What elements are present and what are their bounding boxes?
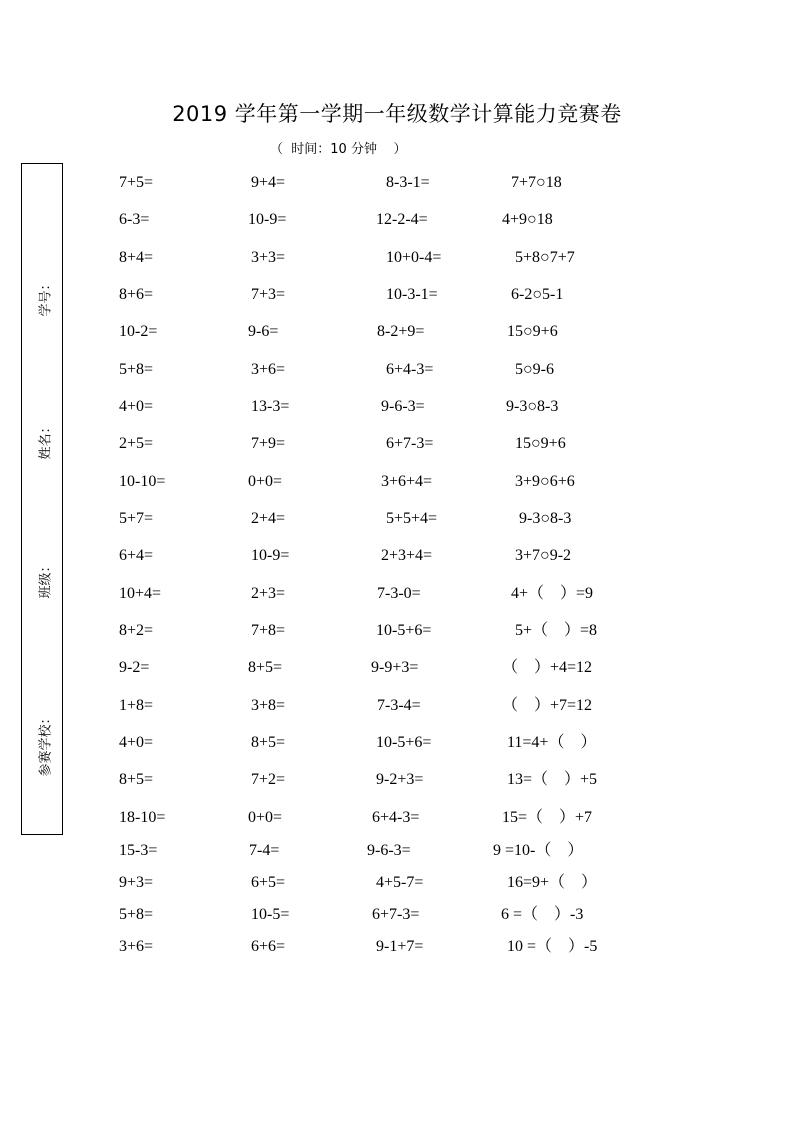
problem-r19-c1: 15-3= <box>119 842 158 859</box>
time-limit-note: （ 时间：10 分钟 ） <box>270 142 407 157</box>
problem-r15-c3: 7-3-4= <box>377 697 421 714</box>
problem-r15-c1: 1+8= <box>119 697 154 714</box>
problem-r13-c2: 7+8= <box>251 622 286 639</box>
problem-r4-c1: 8+6= <box>119 286 154 303</box>
problem-r8-c4: 15○9+6 <box>515 435 566 452</box>
problem-r13-c4: 5+（ ）=8 <box>515 622 598 639</box>
problem-r3-c2: 3+3= <box>251 249 286 266</box>
problem-r6-c1: 5+8= <box>119 361 154 378</box>
problem-r9-c1: 10-10= <box>119 473 166 490</box>
problem-r6-c3: 6+4-3= <box>386 361 434 378</box>
student-id-label: 学号： <box>38 277 54 317</box>
problem-r7-c2: 13-3= <box>251 398 290 415</box>
problem-r11-c3: 2+3+4= <box>381 547 433 564</box>
problem-r20-c2: 6+5= <box>251 874 286 891</box>
problem-r16-c4: 11=4+（ ） <box>507 734 597 751</box>
problem-r15-c2: 3+8= <box>251 697 286 714</box>
problem-r6-c2: 3+6= <box>251 361 286 378</box>
problem-r20-c3: 4+5-7= <box>376 874 424 891</box>
problem-r2-c4: 4+9○18 <box>502 211 553 228</box>
problem-r12-c3: 7-3-0= <box>377 585 421 602</box>
problem-r10-c1: 5+7= <box>119 510 154 527</box>
problem-r17-c3: 9-2+3= <box>376 771 424 788</box>
problem-r12-c4: 4+（ ）=9 <box>511 585 594 602</box>
problem-r8-c2: 7+9= <box>251 435 286 452</box>
problem-r2-c1: 6-3= <box>119 211 150 228</box>
problem-r7-c1: 4+0= <box>119 398 154 415</box>
problem-r13-c1: 8+2= <box>119 622 154 639</box>
problem-r16-c3: 10-5+6= <box>376 734 432 751</box>
problem-r22-c4: 10 =（ ）-5 <box>507 938 598 955</box>
problem-r21-c3: 6+7-3= <box>372 906 420 923</box>
problem-r18-c2: 0+0= <box>248 809 283 826</box>
problem-r17-c2: 7+2= <box>251 771 286 788</box>
problem-r22-c3: 9-1+7= <box>376 938 424 955</box>
problem-r12-c2: 2+3= <box>251 585 286 602</box>
problem-r20-c1: 9+3= <box>119 874 154 891</box>
problem-r14-c1: 9-2= <box>119 659 150 676</box>
problem-r19-c4: 9 =10-（ ） <box>493 842 584 859</box>
problem-r3-c4: 5+8○7+7 <box>515 249 575 266</box>
problem-r9-c2: 0+0= <box>248 473 283 490</box>
problem-r8-c1: 2+5= <box>119 435 154 452</box>
problem-r5-c3: 8-2+9= <box>377 323 425 340</box>
problem-r7-c3: 9-6-3= <box>381 398 425 415</box>
problem-r2-c3: 12-2-4= <box>376 211 428 228</box>
problem-r22-c2: 6+6= <box>251 938 286 955</box>
problem-r21-c1: 5+8= <box>119 906 154 923</box>
problem-r14-c2: 8+5= <box>248 659 283 676</box>
student-name-label: 姓名： <box>38 420 54 460</box>
problem-r9-c3: 3+6+4= <box>381 473 433 490</box>
problem-r5-c1: 10-2= <box>119 323 158 340</box>
problem-r13-c3: 10-5+6= <box>376 622 432 639</box>
problem-r5-c4: 15○9+6 <box>507 323 558 340</box>
problem-r1-c1: 7+5= <box>119 174 154 191</box>
problem-r12-c1: 10+4= <box>119 585 162 602</box>
problem-r1-c3: 8-3-1= <box>386 174 430 191</box>
problem-r10-c2: 2+4= <box>251 510 286 527</box>
problem-r2-c2: 10-9= <box>248 211 287 228</box>
page-title: 2019 学年第一学期一年级数学计算能力竞赛卷 <box>172 102 622 126</box>
problem-r21-c2: 10-5= <box>251 906 290 923</box>
problem-r18-c1: 18-10= <box>119 809 166 826</box>
problem-r11-c2: 10-9= <box>251 547 290 564</box>
class-label: 班级： <box>38 559 54 599</box>
problem-r18-c3: 6+4-3= <box>372 809 420 826</box>
problem-r14-c3: 9-9+3= <box>371 659 419 676</box>
problem-r19-c3: 9-6-3= <box>367 842 411 859</box>
problem-r20-c4: 16=9+（ ） <box>507 874 598 891</box>
problem-r10-c4: 9-3○8-3 <box>519 510 572 527</box>
problem-r11-c1: 6+4= <box>119 547 154 564</box>
problem-r4-c2: 7+3= <box>251 286 286 303</box>
problem-r3-c3: 10+0-4= <box>386 249 442 266</box>
problem-r8-c3: 6+7-3= <box>386 435 434 452</box>
problem-r10-c3: 5+5+4= <box>386 510 438 527</box>
problem-r17-c4: 13=（ ）+5 <box>507 771 598 788</box>
problem-r9-c4: 3+9○6+6 <box>515 473 575 490</box>
problem-r1-c2: 9+4= <box>251 174 286 191</box>
problem-r6-c4: 5○9-6 <box>515 361 554 378</box>
problem-r21-c4: 6 =（ ）-3 <box>501 906 584 923</box>
school-label: 参赛学校： <box>38 711 54 777</box>
problem-r14-c4: （ ）+4=12 <box>502 659 593 676</box>
problem-r22-c1: 3+6= <box>119 938 154 955</box>
problem-r4-c4: 6-2○5-1 <box>511 286 564 303</box>
problem-r1-c4: 7+7○18 <box>511 174 562 191</box>
problem-r16-c1: 4+0= <box>119 734 154 751</box>
problem-r4-c3: 10-3-1= <box>386 286 438 303</box>
problem-r3-c1: 8+4= <box>119 249 154 266</box>
problem-r16-c2: 8+5= <box>251 734 286 751</box>
problem-r5-c2: 9-6= <box>248 323 279 340</box>
problem-r19-c2: 7-4= <box>249 842 280 859</box>
problem-r17-c1: 8+5= <box>119 771 154 788</box>
problem-r11-c4: 3+7○9-2 <box>515 547 572 564</box>
problem-r18-c4: 15=（ ）+7 <box>502 809 593 826</box>
problem-r7-c4: 9-3○8-3 <box>506 398 559 415</box>
problem-r15-c4: （ ）+7=12 <box>502 697 593 714</box>
